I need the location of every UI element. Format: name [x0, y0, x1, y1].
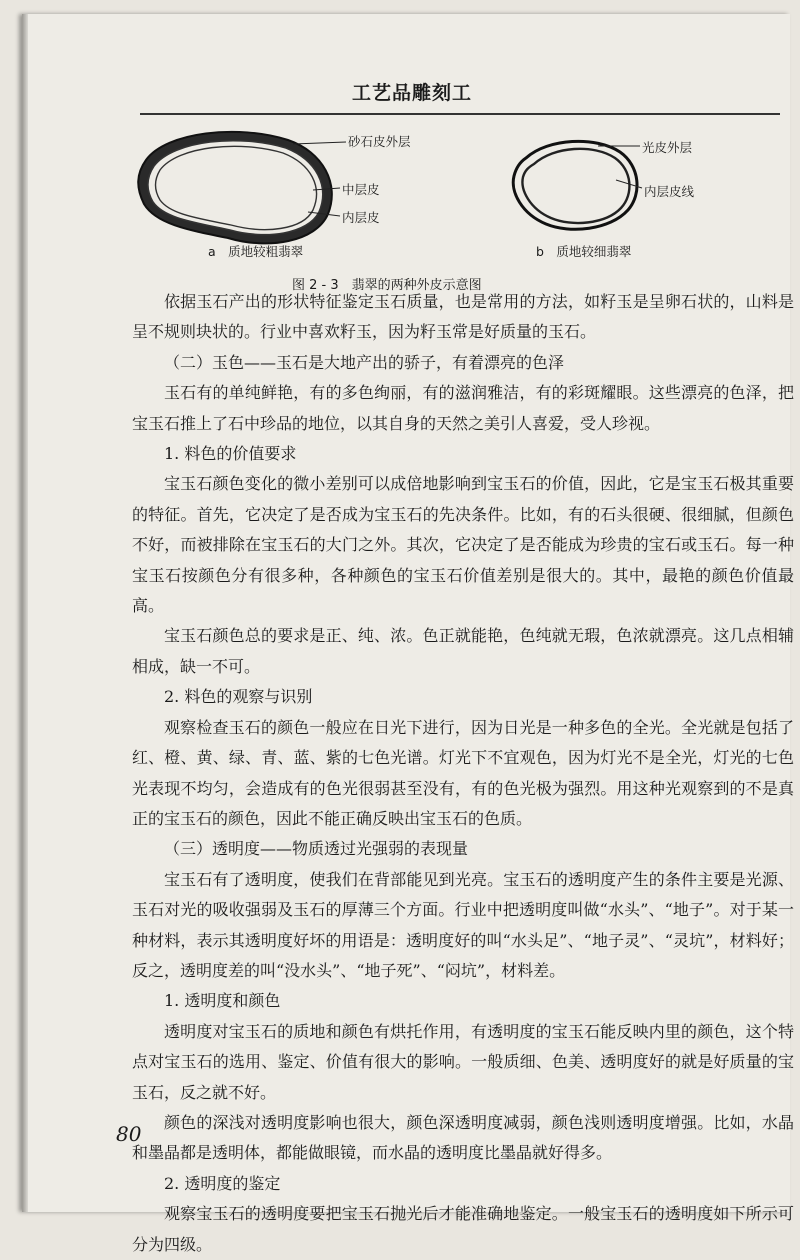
- label-inner-layer: 内层皮: [342, 210, 380, 225]
- paragraph-4: 宝玉石颜色总的要求是正、纯、浓。色正就能艳，色纯就无瑕，色浓就漂亮。这几点相辅相成，缺一不可。: [132, 626, 794, 676]
- paragraph-5: 观察检查玉石的颜色一般应在日光下进行，因为日光是一种多色的全光。全光就是包括了红、橙、黄、绿、青、蓝、紫的七色光谱。灯光下不宜观色，因为灯光不是全光，灯光的七色光表现不均匀，会造成有的色光很弱甚至没有，有的色光极为强烈。用这种光观察到的不是真正的宝玉石的颜色，因此不能正确反映出宝玉石的色质。: [132, 717, 794, 828]
- label-sandstone-outer: 砂石皮外层: [348, 134, 411, 149]
- page-number: 80: [116, 1122, 142, 1146]
- stone-b-outer-skin: [513, 141, 637, 229]
- subheading-transparency-identification: 2. 透明度的鉴定: [164, 1173, 281, 1193]
- paragraph-2: 玉石有的单纯鲜艳，有的多色绚丽，有的滋润雅洁，有的彩斑耀眼。这些漂亮的色泽，把宝玉石推上了石中珍品的地位，以其自身的天然之美引人喜爱，受人珍视。: [132, 383, 794, 433]
- body-text: [132, 287, 794, 1260]
- subheading-color-value: 1. 料色的价值要求: [164, 444, 297, 464]
- paragraph-9: 观察宝玉石的透明度要把宝玉石抛光后才能准确地鉴定。一般宝玉石的透明度如下所示可分为四级。: [132, 1204, 794, 1254]
- book-page: [22, 14, 794, 1254]
- paragraph-7: 透明度对宝玉石的质地和颜色有烘托作用，有透明度的宝玉石能反映内里的颜色，这个特点对宝玉石的选用、鉴定、价值有很大的影响。一般质细、色美、透明度好的就是好质量的宝玉石，反之就不好。: [132, 1021, 794, 1102]
- figure-caption: 图 2 - 3 翡翠的两种外皮示意图: [292, 278, 482, 293]
- paragraph-1: 依据玉石产出的形状特征鉴定玉石质量，也是常用的方法，如籽玉是呈卵石状的，山料是呈不规则块状的。行业中喜欢籽玉，因为籽玉常是好质量的玉石。: [132, 292, 794, 342]
- running-header: 工艺品雕刻工: [352, 82, 473, 104]
- label-middle-layer: 中层皮: [342, 182, 380, 197]
- paragraph-3: 宝玉石颜色变化的微小差别可以成倍地影响到宝玉石的价值，因此，它是宝玉石极其重要的特征。首先，它决定了是否成为宝玉石的先决条件。比如，有的石头很硬、很细腻，但颜色不好，而被排除在宝玉石的大门之外。其次，它决定了是否能成为珍贵的宝石或玉石。每一种宝玉石按颜色分有很多种，各种颜色的宝玉石价值差别是很大的。其中，最艳的颜色价值最高。: [132, 474, 794, 616]
- section-heading-jade-color: （二）玉色——玉石是大地产出的骄子，有着漂亮的色泽: [164, 352, 565, 372]
- subcaption-a: a 质地较粗翡翠: [208, 244, 304, 259]
- section-heading-transparency: （三）透明度——物质透过光强弱的表现量: [164, 839, 469, 859]
- label-smooth-outer: 光皮外层: [642, 140, 693, 155]
- subcaption-b: b 质地较细翡翠: [536, 244, 632, 259]
- subheading-color-observation: 2. 料色的观察与识别: [164, 687, 313, 707]
- figure-2-3: [118, 122, 718, 302]
- paragraph-6: 宝玉石有了透明度，使我们在背部能见到光亮。宝玉石的透明度产生的条件主要是光源、玉石对光的吸收强弱及玉石的厚薄三个方面。行业中把透明度叫做“水头”、“地子”。对于某一种材料，表示其透明度好坏的用语是：透明度好的叫“水头足”、“地子灵”、“灵坑”，材料好；反之，透明度差的叫“没水头”、“地子死”、“闷坑”，材料差。: [132, 869, 794, 980]
- label-inner-line: 内层皮线: [644, 184, 695, 199]
- paragraph-8: 颜色的深浅对透明度影响也很大，颜色深透明度减弱，颜色浅则透明度增强。比如，水晶和墨晶都是透明体，都能做眼镜，而水晶的透明度比墨晶就好得多。: [132, 1112, 794, 1163]
- subheading-transparency-color: 1. 透明度和颜色: [164, 991, 281, 1011]
- leader-outer-a: [293, 142, 346, 144]
- header-rule: [140, 113, 780, 115]
